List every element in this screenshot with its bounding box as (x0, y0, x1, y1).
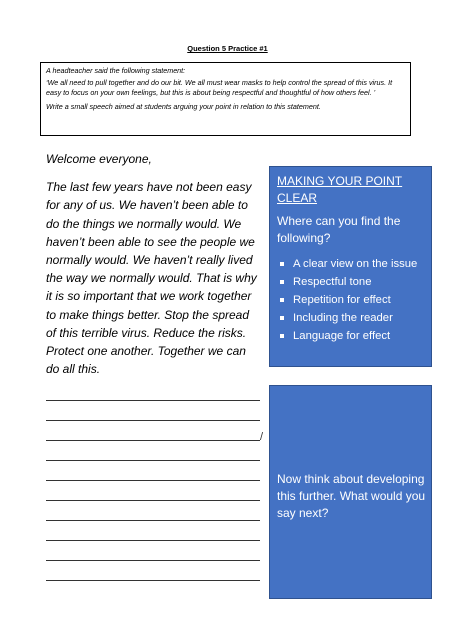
prompt-intro: A headteacher said the following statement: (46, 66, 186, 75)
writing-line[interactable] (46, 500, 260, 501)
square-bullet-icon (280, 298, 284, 302)
slash-mark: / (260, 431, 264, 443)
worksheet-title: Question 5 Practice #1 (187, 44, 268, 53)
writing-line[interactable] (46, 440, 260, 441)
list-item (277, 291, 424, 309)
writing-line[interactable] (46, 580, 260, 581)
speech-greeting: Welcome everyone, (46, 152, 152, 166)
list-item (277, 273, 424, 291)
square-bullet-icon (280, 280, 284, 284)
point-box-question: Where can you find the following? (277, 214, 401, 245)
list-item-label: Repetition for effect (293, 294, 391, 306)
writing-line[interactable] (46, 560, 260, 561)
square-bullet-icon (280, 262, 284, 266)
next-step-box (269, 385, 432, 599)
list-item-label: Including the reader (293, 312, 393, 324)
prompt-box (40, 62, 411, 136)
prompt-task: Write a small speech aimed at students arguing your point in relation to this statement. (46, 101, 321, 111)
list-item-label: Language for effect (293, 330, 391, 342)
prompt-quote: ‘We all need to pull together and do our bit. We all must wear masks to help control the spread of this virus. It easy to focus on your own feelings, but this is about being respectful and thoughtful of how others feel. ’ (46, 78, 393, 98)
writing-line[interactable] (46, 460, 260, 461)
point-checklist (277, 255, 424, 345)
list-item (277, 255, 424, 273)
writing-line[interactable] (46, 400, 260, 401)
square-bullet-icon (280, 316, 284, 320)
writing-line[interactable] (46, 520, 260, 521)
writing-line[interactable] (46, 540, 260, 541)
point-box-heading: MAKING YOUR POINT CLEAR (277, 174, 403, 205)
example-speech (46, 150, 262, 378)
writing-line[interactable] (46, 480, 260, 481)
writing-line[interactable] (46, 420, 260, 421)
list-item-label: A clear view on the issue (293, 258, 418, 270)
speech-body: The last few years have not been easy for any of us. We haven’t been able to do the things we normally would. We haven’t been able to see the people we normally would. We haven’t really lived the way we normally would. That is why it is so important that we work together to make things better. Stop the spread of this terrible virus. Reduce the risks. Protect one another. Together we can do all this. (46, 180, 257, 377)
list-item (277, 327, 424, 345)
list-item-label: Respectful tone (293, 276, 372, 288)
making-your-point-box (269, 166, 432, 367)
square-bullet-icon (280, 334, 284, 338)
list-item (277, 309, 424, 327)
next-step-text: Now think about developing this further. What would you say next? (277, 472, 426, 520)
